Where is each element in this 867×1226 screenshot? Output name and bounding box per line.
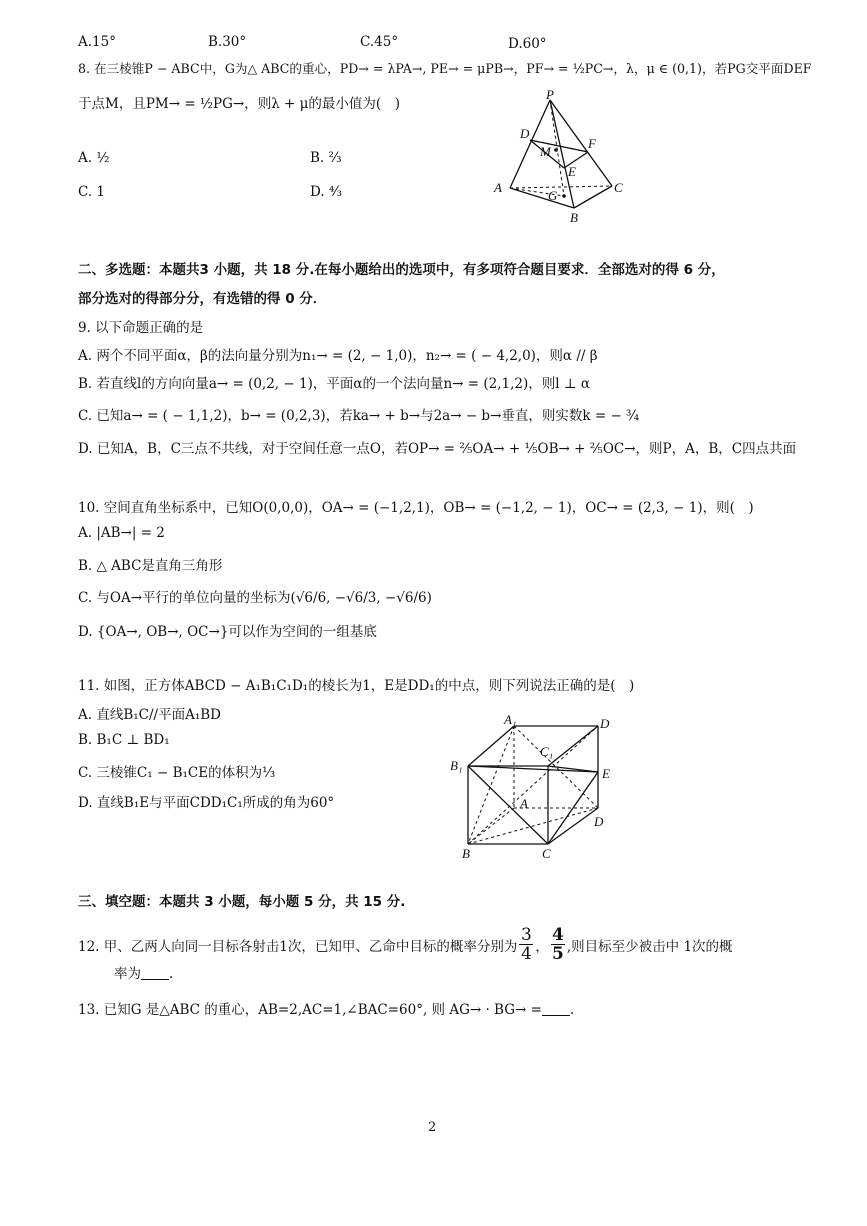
- label-b1: B₁: [450, 758, 463, 773]
- q8-stem-line1: 8. 在三棱锥P − ABC中，G为△ ABC的重心，PD→ = λPA→, PE→ = μPB→，PF→ = ½PC→，λ，μ ∈ (0,1)，若PG交平面DEF: [78, 61, 812, 76]
- page-number: 2: [428, 1120, 437, 1135]
- q9-option-b: B. 若直线l的方向向量a→ = (0,2, − 1)，平面α的一个法向量n→ = (2,1,2)，则l ⊥ α: [78, 376, 590, 392]
- segment-ce: [548, 772, 598, 844]
- q13-text: 13. 已知G 是△ABC 的重心，AB=2,AC=1,∠BAC=60°, 则 AG→ · BG→ =: [78, 1002, 542, 1018]
- q12-fraction-2-num: 4: [551, 925, 564, 945]
- label-a: A: [494, 180, 502, 195]
- q7-option-c: C.45°: [360, 34, 399, 50]
- q12-comma: ，: [535, 938, 549, 955]
- q12-line1: [78, 926, 733, 963]
- q11-option-d: D. 直线B₁E与平面CDD₁C₁所成的角为60°: [78, 795, 335, 811]
- label-g: G: [548, 188, 558, 203]
- q8-option-b: B. ⅔: [310, 150, 342, 166]
- q10-option-b: B. △ ABC是直角三角形: [78, 558, 223, 574]
- edge-b1a1: [468, 726, 514, 766]
- label-e: E: [602, 766, 610, 781]
- segment-pg-hidden: [550, 100, 564, 196]
- label-m: M: [540, 144, 551, 159]
- q11-option-c: C. 三棱锥C₁ − B₁CE的体积为⅓: [78, 765, 276, 781]
- q11-cube-figure: [448, 712, 628, 862]
- label-b: B: [570, 210, 578, 225]
- q9-option-a: A. 两个不同平面α，β的法向量分别为n₁→ = (2, − 1,0)，n₂→ = ( − 4,2,0)，则α // β: [78, 348, 598, 364]
- q12-line2-text: 率为: [114, 966, 141, 982]
- q12-answer-blank[interactable]: [141, 967, 169, 980]
- q12-line2: [114, 962, 173, 982]
- edge-ac-hidden: [510, 186, 612, 188]
- q12-text-post: ,则目标至少被击中 1次的概: [566, 938, 733, 955]
- label-a: A: [520, 796, 528, 811]
- q8-tetrahedron-figure: [490, 88, 640, 228]
- q9-option-d: D. 已知A，B，C三点不共线，对于空间任意一点O，若OP→ = ⅖OA→ + ⅕OB→ + ⅖OC→，则P，A，B，C四点共面: [78, 441, 797, 457]
- q13-end: .: [569, 1002, 575, 1018]
- section3-heading: 三、填空题：本题共 3 小题，每小题 5 分，共 15 分.: [78, 894, 406, 910]
- edge-ab-hidden: [468, 808, 514, 844]
- label-c: C: [614, 180, 623, 195]
- edge-dc: [548, 808, 598, 844]
- label-c1: C₁: [540, 744, 554, 759]
- label-d1: D: [600, 716, 610, 731]
- q12-fraction-2: [551, 926, 565, 963]
- q11-stem: 11. 如图，正方体ABCD − A₁B₁C₁D₁的棱长为1，E是DD₁的中点，则下列说法正确的是( ): [78, 678, 635, 694]
- segment-a1b-hidden: [468, 726, 514, 844]
- section2-heading-line1: 二、多选题：本题共3 小题，共 18 分.在每小题给出的选项中，有多项符合题目要求．全部选对的得 6 分，: [78, 262, 725, 278]
- edge-bc: [574, 186, 612, 208]
- label-f: F: [588, 136, 596, 151]
- point-g: [562, 194, 566, 198]
- q13-line: [78, 998, 574, 1018]
- q8-stem-line2: 于点M，且PM→ = ½PG→，则λ + μ的最小值为( ): [78, 96, 400, 112]
- segment-b1c: [468, 766, 548, 844]
- q12-line2-end: .: [169, 966, 174, 982]
- q8-option-d: D. ⁴⁄₃: [310, 184, 343, 200]
- q8-option-c: C. 1: [78, 184, 106, 200]
- q12-fraction-2-den: 5: [551, 944, 564, 964]
- label-e: E: [568, 164, 576, 179]
- label-d: D: [520, 126, 530, 141]
- edge-d1c1: [548, 726, 598, 766]
- q13-answer-blank[interactable]: [542, 1003, 570, 1016]
- q11-option-b: B. B₁C ⊥ BD₁: [78, 732, 170, 748]
- q7-option-a: A.15°: [78, 34, 116, 50]
- label-b: B: [462, 846, 470, 861]
- label-d: D: [594, 814, 604, 829]
- q12-text-pre: 12. 甲、乙两人向同一目标各射击1次，已知甲、乙命中目标的概率分别为: [78, 938, 518, 955]
- section2-heading-line2: 部分选对的得部分分，有选错的得 0 分．: [78, 291, 327, 307]
- q10-option-d: D. {OA→, OB→, OC→}可以作为空间的一组基底: [78, 624, 377, 640]
- q7-option-d: D.60°: [508, 36, 547, 52]
- q12-fraction-1-num: 3: [520, 925, 532, 945]
- edge-ab: [510, 188, 574, 208]
- q9-option-c: C. 已知a→ = ( − 1,1,2)，b→ = (0,2,3)，若ka→ + b→与2a→ − b→垂直，则实数k = − ¾: [78, 408, 640, 424]
- label-p: P: [546, 88, 554, 102]
- q10-stem: 10. 空间直角坐标系中，已知O(0,0,0)，OA→ = (−1,2,1)，OB→ = (−1,2, − 1)，OC→ = (2,3, − 1)，则( ): [78, 500, 754, 516]
- q11-option-a: A. 直线B₁C//平面A₁BD: [78, 707, 221, 723]
- label-a1: A₁: [504, 712, 517, 727]
- point-m: [554, 148, 558, 152]
- q12-fraction-1: [519, 926, 533, 963]
- segment-b1e: [468, 766, 598, 772]
- q10-option-c: C. 与OA→平行的单位向量的坐标为(√6/6, −√6/3, −√6/6): [78, 590, 432, 606]
- q12-fraction-1-den: 4: [520, 944, 532, 964]
- q7-option-b: B.30°: [208, 34, 247, 50]
- label-c: C: [542, 846, 551, 861]
- q10-option-a: A. |AB→| = 2: [78, 525, 165, 541]
- q9-stem: 9. 以下命题正确的是: [78, 320, 204, 336]
- q8-option-a: A. ½: [78, 150, 110, 166]
